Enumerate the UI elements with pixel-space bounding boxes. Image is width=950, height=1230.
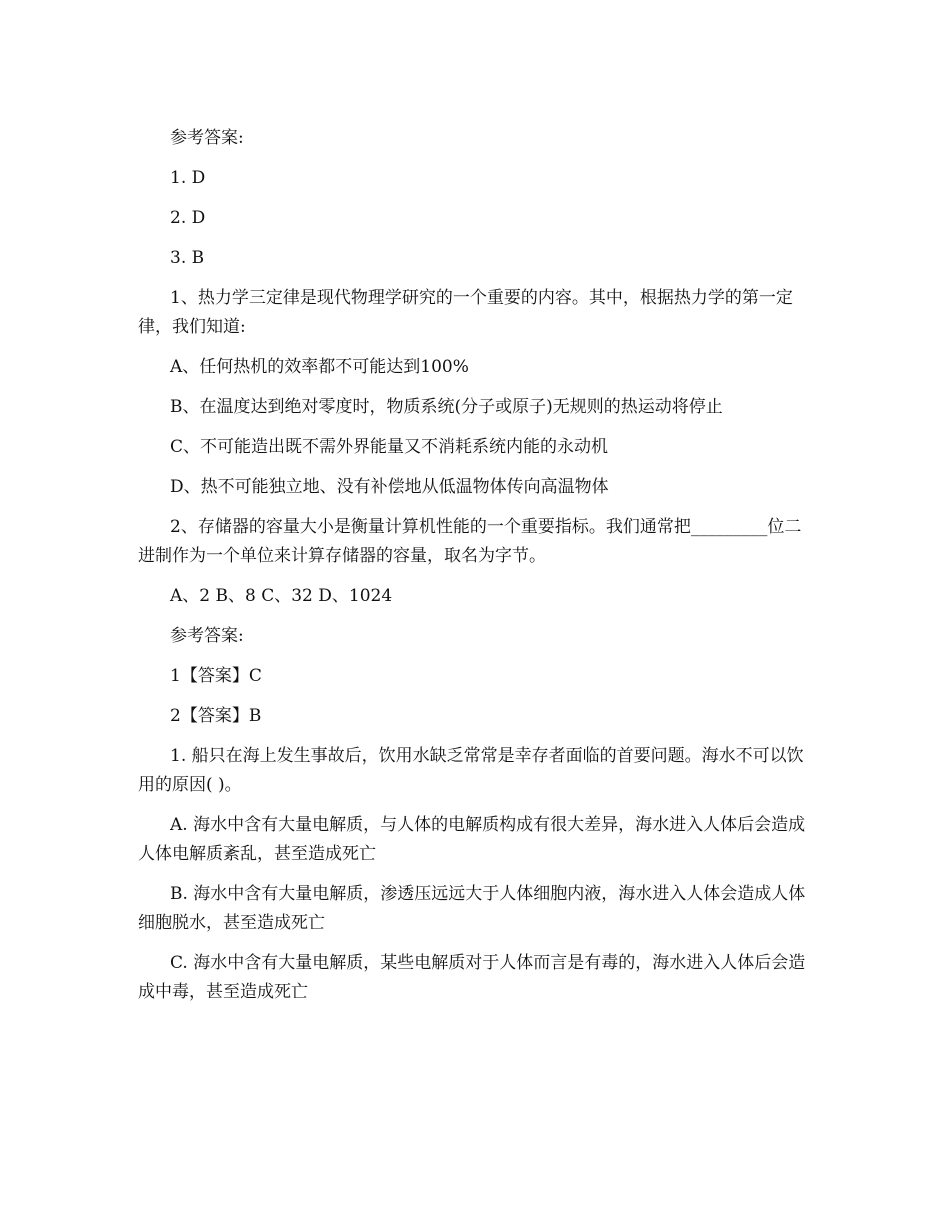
- answer-line: 2. D: [170, 208, 206, 228]
- question-text: 2、存储器的容量大小是衡量计算机性能的一个重要指标。我们通常把_________位二进制作为一个单位来计算存储器的容量，取名为字节。: [138, 517, 802, 566]
- answer-line: 1【答案】C: [170, 666, 262, 686]
- option-text: D、热不可能独立地、没有补偿地从低温物体传向高温物体: [170, 477, 609, 497]
- option-text: C. 海水中含有大量电解质，某些电解质对于人体而言是有毒的，海水进入人体后会造成中毒，甚至造成死亡: [138, 953, 806, 1002]
- option-text: A、任何热机的效率都不可能达到100%: [170, 357, 469, 377]
- option-text: A、2 B、8 C、32 D、1024: [170, 586, 393, 606]
- answer-line: 2【答案】B: [170, 706, 262, 726]
- option-text: A. 海水中含有大量电解质，与人体的电解质构成有很大差异，海水进入人体后会造成人体电解质紊乱，甚至造成死亡: [138, 815, 806, 864]
- answer-heading: 参考答案:: [170, 626, 244, 646]
- answer-line: 1. D: [170, 168, 206, 188]
- question-text: 1. 船只在海上发生事故后，饮用水缺乏常常是幸存者面临的首要问题。海水不可以饮用的原因( )。: [138, 746, 804, 795]
- answer-heading: 参考答案:: [170, 128, 244, 148]
- option-text: C、不可能造出既不需外界能量又不消耗系统内能的永动机: [170, 437, 609, 457]
- answer-line: 3. B: [170, 248, 205, 268]
- document-body: [138, 124, 806, 1018]
- option-text: B、在温度达到绝对零度时，物质系统(分子或原子)无规则的热运动将停止: [170, 397, 723, 417]
- option-text: B. 海水中含有大量电解质，渗透压远远大于人体细胞内液，海水进入人体会造成人体细胞脱水，甚至造成死亡: [138, 884, 806, 933]
- question-text: 1、热力学三定律是现代物理学研究的一个重要的内容。其中，根据热力学的第一定律，我们知道:: [138, 288, 793, 337]
